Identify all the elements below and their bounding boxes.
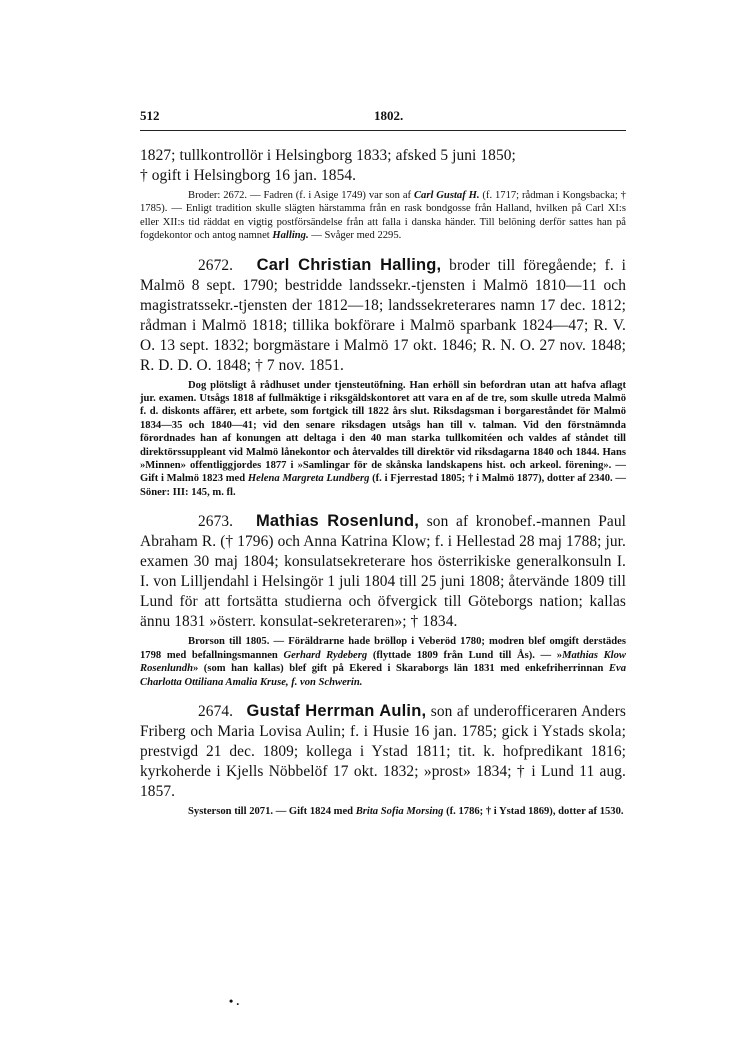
entry-2673-text: 2673. Mathias Rosenlund, son af kronobef.-mannen Paul Abraham R. († 1796) och Anna Katrina Klow; f. i Hellestad 28 maj 1788; jur. examen 30 maj 1804; konsulatsekreterare hos österrikiske generalkonsuln I. I. von Lilljendahl i Helsingör 1 juli 1804 till 25 juni 1808; återvände 1809 till Lund för att fortsätta studierna och öfvergick till Göteborgs nation; kallas ännu 1831 »österr. konsulat-sekreteraren»; † 1834. xyxy=(140,512,627,631)
entry-name: Mathias Rosenlund, xyxy=(255,512,420,531)
page-number: 512 xyxy=(140,108,160,123)
entry-2671-text: 1827; tullkontrollör i Helsingborg 1833; afsked 5 juni 1850; † ogift i Helsingborg 16 jan. 1854. xyxy=(140,147,516,184)
page-header xyxy=(140,104,626,124)
entry-number: 2673. xyxy=(198,513,234,531)
header-rule xyxy=(140,130,626,131)
page-content xyxy=(140,146,626,818)
entry-number: 2672. xyxy=(198,256,234,274)
entry-2671-note: Broder: 2672. — Fadren (f. i Asige 1749) var son af Carl Gustaf H. (f. 1717; rådman i Kongsbacka; † 1785). — Enligt tradition skulle slägten härstamma från en rask bondgosse från Halland, hvilken på Carl XI:s eller XII:s tid räddat en vigtig postförsändelse från att falla i danska händer. Till belöning derför sattes han på fogdekontor och antog namnet Halling. — Svåger med 2295. xyxy=(140,190,626,242)
entry-2672-note: Dog plötsligt å rådhuset under tjensteutöfning. Han erhöll sin befordran utan att hafva aflagt jur. examen. Utsågs 1818 af fullmäktige i riksgäldskontoret att vara en af de tre, som skulle utreda Malmö f. d. diskonts affärer, ett arbete, som fortgick till 1822 års slut. Riksdagsman i borgareståndet för Malmö 1834—35 och 1840—41; vid den senare riksdagen utsågs han till v. talman. Vid den förstnämnda förordnades han af konungen att deltaga i den 40 man starka tullkomitéen och valdes af ståndet till direktörssuppleant vid Malmö lånekontor och återvaldes till direktör vid riksdagarna 1840 och 1844. Hans »Minnen» offentliggjordes 1877 i »Samlingar för de skånska landskapens hist. och arkeol. förening». — Gift i Malmö 1823 med Helena Margreta Lundberg (f. i Fjerrestad 1805; † i Malmö 1877), dotter af 2340. — Söner: III: 145, m. fl. xyxy=(140,379,626,498)
document-page xyxy=(140,104,626,830)
entry-2674-note: Systerson till 2071. — Gift 1824 med Brita Sofia Morsing (f. 1786; † i Ystad 1869), dotter af 1530. xyxy=(188,805,624,817)
running-head-year: 1802. xyxy=(374,108,404,123)
entry-2673-note: Brorson till 1805. — Föräldrarne hade bröllop i Veberöd 1780; modren blef omgift derstädes 1798 med befallningsmannen Gerhard Rydeberg (flyttade 1809 från Lund till Ås). — »Mathias Klow Rosenlundh» (som han kallas) blef gift på Ekered i Skaraborgs län 1831 med enkefriherrinnan Eva Charlotta Ottiliana Amalia Kruse, f. von Schwerin. xyxy=(140,636,626,688)
footer-marks: • . xyxy=(229,994,240,1008)
entry-name: Gustaf Herrman Aulin, xyxy=(246,701,427,720)
entry-number: 2674. xyxy=(198,702,234,720)
entry-name: Carl Christian Halling, xyxy=(256,255,442,274)
entry-2674-text: 2674. Gustaf Herrman Aulin, son af underofficeraren Anders Friberg och Maria Lovisa Aulin; f. i Husie 16 jan. 1785; gick i Ystads skola; prestvigd 21 dec. 1809; kollega i Ystad 1811; tit. k. hofpredikant 1816; kyrkoherde i Kjells Nöbbelöf 17 okt. 1832; »prost» 1834; † i Lund 11 aug. 1857. xyxy=(140,701,627,800)
entry-2672-text: 2672. Carl Christian Halling, broder till föregående; f. i Malmö 8 sept. 1790; bestridde landssekr.-tjensten i Malmö 1810—11 och magistratssekr.-tjensten der 1812—18; landssekreterares namn 17 dec. 1812; rådman i Malmö 1818; tillika bokförare i Malmö sparbank 1824—47; R. V. O. 13 sept. 1832; borgmästare i Malmö 17 okt. 1846; R. N. O. 27 nov. 1848; R. D. D. O. 1848; † 7 nov. 1851. xyxy=(140,255,626,374)
